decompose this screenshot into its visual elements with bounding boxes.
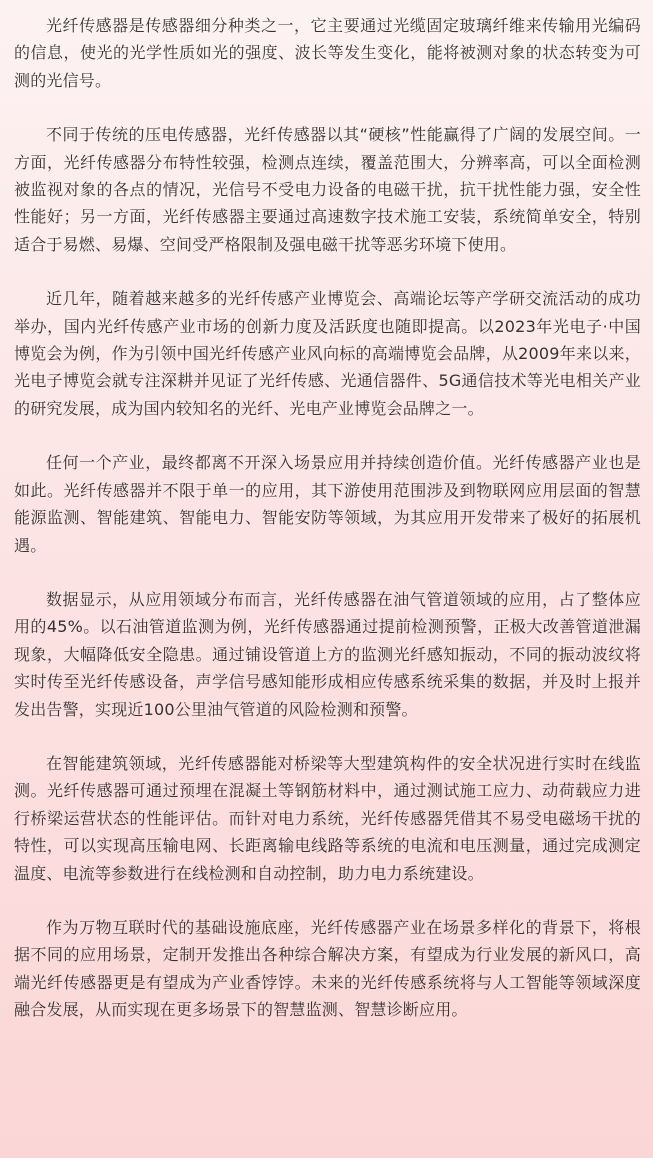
paragraph-pipeline-data: 数据显示，从应用领域分布而言，光纤传感器在油气管道领域的应用，占了整体应用的45%。以石油管道监测为例，光纤传感器通过提前检测预警，正极大改善管道泄漏现象，大幅降低安全隐患。通过铺设管道上方的监测光纤感知振动，不同的振动波纹将实时传至光纤传感设备，声学信号感知能形成相应传感系统采集的数据，并及时上报并发出告警，实现近100公里油气管道的风险检测和预警。 xyxy=(14,589,641,719)
paragraph-industry-events: 近几年，随着越来越多的光纤传感产业博览会、高端论坛等产学研交流活动的成功举办，国内光纤传感产业市场的创新力度及活跃度也随即提高。以2023年光电子·中国博览会为例，作为引领中国光纤传感产业风向标的高端博览会品牌，从2009年来以来，光电子博览会就专注深耕并见证了光纤传感、光通信器件、5G通信技术等光电相关产业的研究发展，成为国内较知名的光纤、光电产业博览会品牌之一。 xyxy=(14,289,641,418)
paragraph-buildings-power: 在智能建筑领域，光纤传感器能对桥梁等大型建筑构件的安全状况进行实时在线监测。光纤传感器可通过预埋在混凝土等钢筋材料中，通过测试施工应力、动荷载应力进行桥梁运营状态的性能评估。而针对电力系统，光纤传感器凭借其不易受电磁场干扰的特性，可以实现高压输电网、长距离输电线路等系统的电流和电压测量，通过完成测定温度、电流等参数进行在线检测和自动控制，助力电力系统建设。 xyxy=(14,753,641,883)
paragraph-outlook: 作为万物互联时代的基础设施底座，光纤传感器产业在场景多样化的背景下，将根据不同的应用场景，定制开发推出各种综合解决方案，有望成为行业发展的新风口，高端光纤传感器更是有望成为产业香饽饽。未来的光纤传感系统将与人工智能等领域深度融合发展，从而实现在更多场景下的智慧监测、智慧诊断应用。 xyxy=(14,917,641,1020)
paragraph-intro: 光纤传感器是传感器细分种类之一，它主要通过光缆固定玻璃纤维来传输用光编码的信息，使光的光学性质如光的强度、波长等发生变化，能将被测对象的状态转变为可测的光信号。 xyxy=(14,16,641,90)
paragraph-applications: 任何一个产业，最终都离不开深入场景应用并持续创造价值。光纤传感器产业也是如此。光纤传感器并不限于单一的应用，其下游使用范围涉及到物联网应用层面的智慧能源监测、智能建筑、智能电力、智能安防等领域，为其应用开发带来了极好的拓展机遇。 xyxy=(14,453,641,555)
paragraph-advantages: 不同于传统的压电传感器，光纤传感器以其“硬核”性能赢得了广阔的发展空间。一方面，光纤传感器分布特性较强，检测点连续，覆盖范围大，分辨率高，可以全面检测被监视对象的各点的情况，光信号不受电力设备的电磁干扰，抗干扰性能力强，安全性性能好；另一方面，光纤传感器主要通过高速数字技术施工安装，系统简单安全，特别适合于易燃、易爆、空间受严格限制及强电磁干扰等恶劣环境下使用。 xyxy=(14,125,641,254)
